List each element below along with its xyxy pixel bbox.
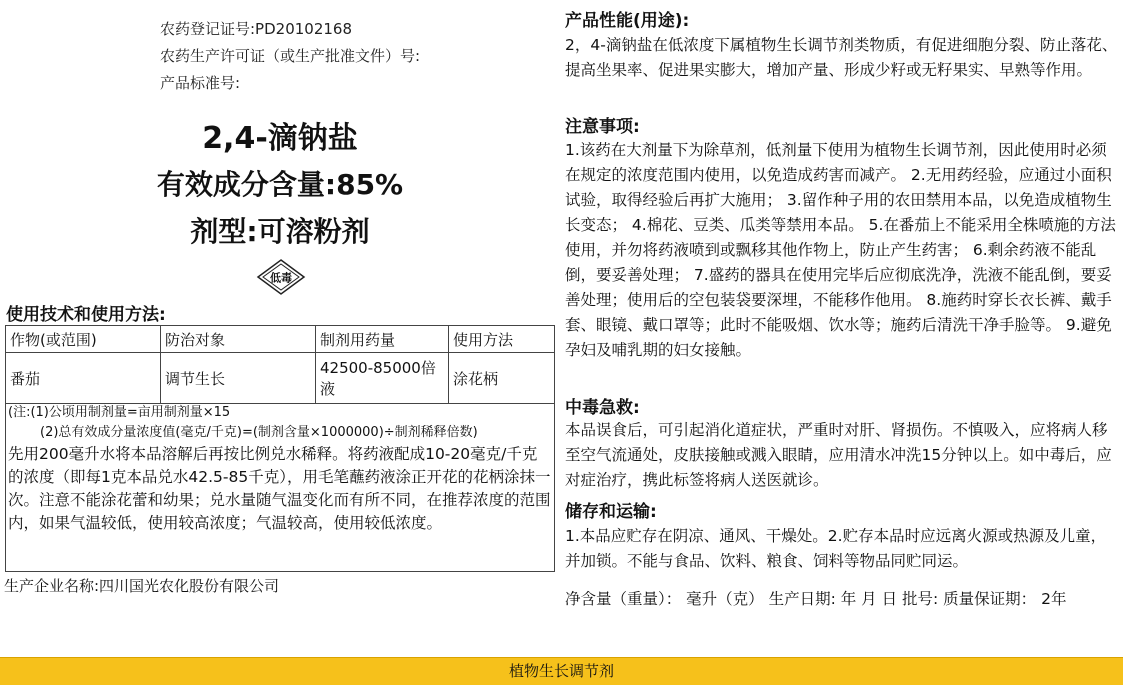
precautions-text: 1.该药在大剂量下为除草剂，低剂量下使用为植物生长调节剂，因此使用时必须在规定的浓度范围内使用，以免造成药害而减产。 2.无用药经验，应通过小面积试验，取得经验后再扩大施用； 3.留作种子用的农田禁用本品，以免造成植物生长变态； 4.棉花、豆类、瓜类等禁用本品。 5.在番茄上不能采用全株喷施的方法使用，并勿将药液喷到或飘移其他作物上，防止产生药害； 6.剩余药液不能乱倒，要妥善处理； 7.盛药的器具在使用完毕后应彻底洗净，洗液不能乱倒，要妥善处理；使用后的空包装袋要深埋，不能移作他用。 8.施药时穿长衣长裤、戴手套、眼镜、戴口罩等；此时不能吸烟、饮水等；施药后清洗干净手脸等。 9.避免孕妇及哺乳期的妇女接触。 [565,141,1116,359]
table-row [6,353,555,404]
table-header-crop: 作物(或范围) [6,326,161,353]
usage-notes-box [5,400,555,572]
active-content: 有效成分含量:85% [156,168,404,201]
formulation: 剂型:可溶粉剂 [190,215,370,248]
footer-banner: 植物生长调节剂 [0,657,1123,685]
usage-title: 使用技术和使用方法: [6,305,166,325]
table-cell-crop: 番茄 [6,353,161,404]
performance-text: 2，4-滴钠盐在低浓度下属植物生长调节剂类物质，有促进细胞分裂、防止落花、提高坐果率、促进果实膨大，增加产量、形成少籽或无籽果实、早熟等作用。 [565,36,1118,79]
production-license: 农药生产许可证（或生产批准文件）号: [160,47,421,65]
first-aid-title: 中毒急救: [565,398,640,418]
table-cell-dosage: 42500-85000倍液 [316,353,449,404]
table-cell-method: 涂花柄 [449,353,555,404]
product-name: 2,4-滴钠盐 [202,121,358,156]
note-concentration: (2)总有效成分量浓度值(毫克/千克)=(制剂含量×1000000)÷制剂稀释倍数) [40,425,478,440]
manufacturer: 生产企业名称:四川国光农化股份有限公司 [4,577,280,595]
storage-text: 1.本品应贮存在阴凉、通风、干燥处。2.贮存本品时应远离火源或热源及儿童，并加锁。不能与食品、饮料、粮食、饲料等物品同贮同运。 [565,527,1107,570]
table-cell-target: 调节生长 [161,353,316,404]
toxicity-label: 低毒 [270,271,292,285]
registration-number: 农药登记证号:PD20102168 [160,20,352,38]
net-content-line: 净含量（重量）： 毫升（克） 生产日期: 年 月 日 批号: 质量保证期： 2年 [565,590,1067,608]
table-header-row [6,326,555,353]
performance-title: 产品性能(用途): [565,11,690,31]
usage-table [5,325,555,404]
application-method: 先用200毫升水将本品溶解后再按比例兑水稀释。将药液配成10-20毫克/千克的浓度（即每1克本品兑水42.5-85千克），用毛笔蘸药液涂正开花的花柄涂抹一次。注意不能涂花蕾和幼果；兑水量随气温变化而有所不同，在推荐浓度的范围内，如果气温较低，使用较高浓度；气温较高，使用较低浓度。 [8,445,551,532]
product-standard: 产品标准号: [160,74,241,92]
table-header-method: 使用方法 [449,326,555,353]
first-aid-text: 本品误食后，可引起消化道症状，严重时对肝、肾损伤。不慎吸入，应将病人移至空气流通处，皮肤接触或溅入眼睛，应用清水冲洗15分钟以上。如中毒后，应对症治疗，携此标签将病人送医就诊。 [565,421,1112,489]
low-toxicity-icon [256,258,306,296]
note-hectare: (注:(1)公顷用制剂量=亩用制剂量×15 [8,405,231,420]
storage-title: 储存和运输: [565,502,657,522]
table-header-target: 防治对象 [161,326,316,353]
precautions-title: 注意事项: [565,117,640,137]
table-header-dosage: 制剂用药量 [316,326,449,353]
